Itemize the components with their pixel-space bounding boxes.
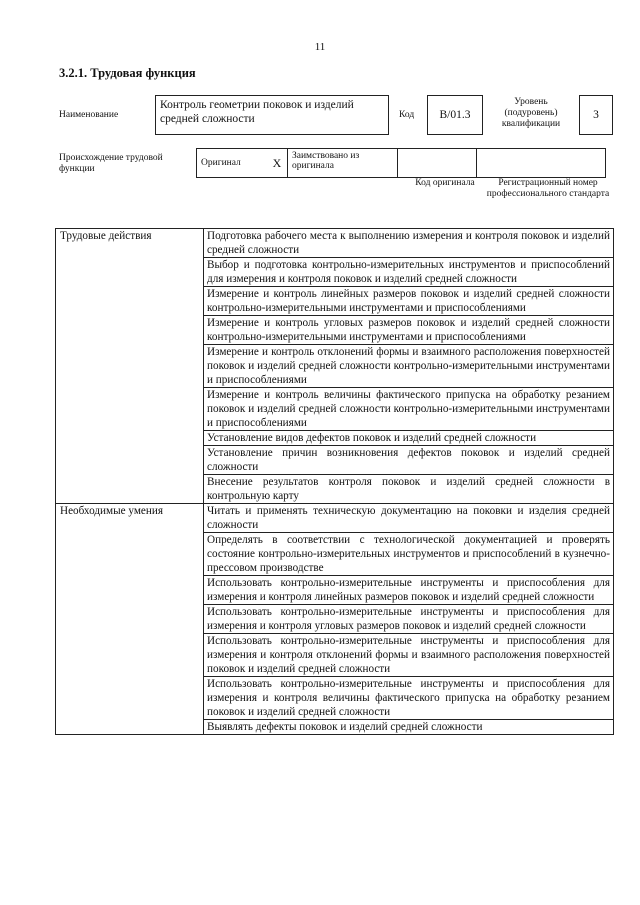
- function-table-body: [56, 229, 614, 735]
- item-cell: Выявлять дефекты поковок и изделий средней сложности: [204, 720, 614, 735]
- category-cell: Необходимые умения: [56, 504, 204, 735]
- code-original-cell: [398, 149, 477, 178]
- page-number: 11: [314, 41, 326, 53]
- category-cell: Трудовые действия: [56, 229, 204, 504]
- origin-table: [196, 148, 606, 178]
- item-cell: Выбор и подготовка контрольно-измерительных инструментов и приспособлений для измерения и контроля поковок и изделий средней сложности: [204, 258, 614, 287]
- origin-label: Происхождение трудовой функции: [59, 153, 163, 174]
- item-cell: Установление видов дефектов поковок и изделий средней сложности: [204, 431, 614, 446]
- name-label: Наименование: [59, 110, 119, 120]
- item-cell: Использовать контрольно-измерительные инструменты и приспособления для измерения и контроля отклонений формы и взаимного расположения поверхностей поковок и изделий средней сложности: [204, 634, 614, 677]
- level-box: 3: [579, 95, 613, 135]
- function-table: [55, 228, 614, 735]
- code-original-caption: Код оригинала: [415, 178, 475, 188]
- code-box: B/01.3: [427, 95, 483, 135]
- item-cell: Использовать контрольно-измерительные инструменты и приспособления для измерения и контроля линейных размеров поковок и изделий средней сложности: [204, 576, 614, 605]
- item-cell: Подготовка рабочего места к выполнению измерения и контроля поковок и изделий средней сложности: [204, 229, 614, 258]
- item-cell: Использовать контрольно-измерительные инструменты и приспособления для измерения и контроля величины фактического припуска на обработку резанием поковок и изделий средней сложности: [204, 677, 614, 720]
- level-label: Уровень (подуровень) квалификации: [501, 97, 561, 129]
- item-cell: Определять в соответствии с технологической документацией и проверять состояние контрольно-измерительных инструментов и приспособлений в кузнечно-прессовом производстве: [204, 533, 614, 576]
- item-cell: Измерение и контроль угловых размеров поковок и изделий средней сложности контрольно-измерительными инструментами и приспособлениями: [204, 316, 614, 345]
- item-cell: Внесение результатов контроля поковок и изделий средней сложности в контрольную карту: [204, 475, 614, 504]
- reg-number-cell: [477, 149, 606, 178]
- item-cell: Использовать контрольно-измерительные инструменты и приспособления для измерения и контроля угловых размеров поковок и изделий средней сложности: [204, 605, 614, 634]
- function-name-box: Контроль геометрии поковок и изделий средней сложности: [155, 95, 389, 135]
- reg-number-caption: Регистрационный номер профессионального стандарта: [486, 178, 610, 199]
- item-cell: Измерение и контроль линейных размеров поковок и изделий средней сложности контрольно-измерительными инструментами и приспособлениями: [204, 287, 614, 316]
- original-mark: X: [267, 149, 288, 178]
- table-row: [56, 229, 614, 258]
- original-label: Оригинал: [197, 149, 268, 178]
- code-label: Код: [399, 110, 415, 120]
- table-row: [56, 504, 614, 533]
- item-cell: Установление причин возникновения дефектов поковок и изделий средней сложности: [204, 446, 614, 475]
- item-cell: Читать и применять техническую документацию на поковки и изделия средней сложности: [204, 504, 614, 533]
- section-title: 3.2.1. Трудовая функция: [59, 66, 196, 80]
- borrowed-label: Заимствовано из оригинала: [288, 149, 398, 178]
- item-cell: Измерение и контроль величины фактического припуска на обработку резанием поковок и изделий средней сложности контрольно-измерительными инструментами и приспособлениями: [204, 388, 614, 431]
- item-cell: Измерение и контроль отклонений формы и взаимного расположения поверхностей поковок и изделий средней сложности контрольно-измерительными инструментами и приспособлениями: [204, 345, 614, 388]
